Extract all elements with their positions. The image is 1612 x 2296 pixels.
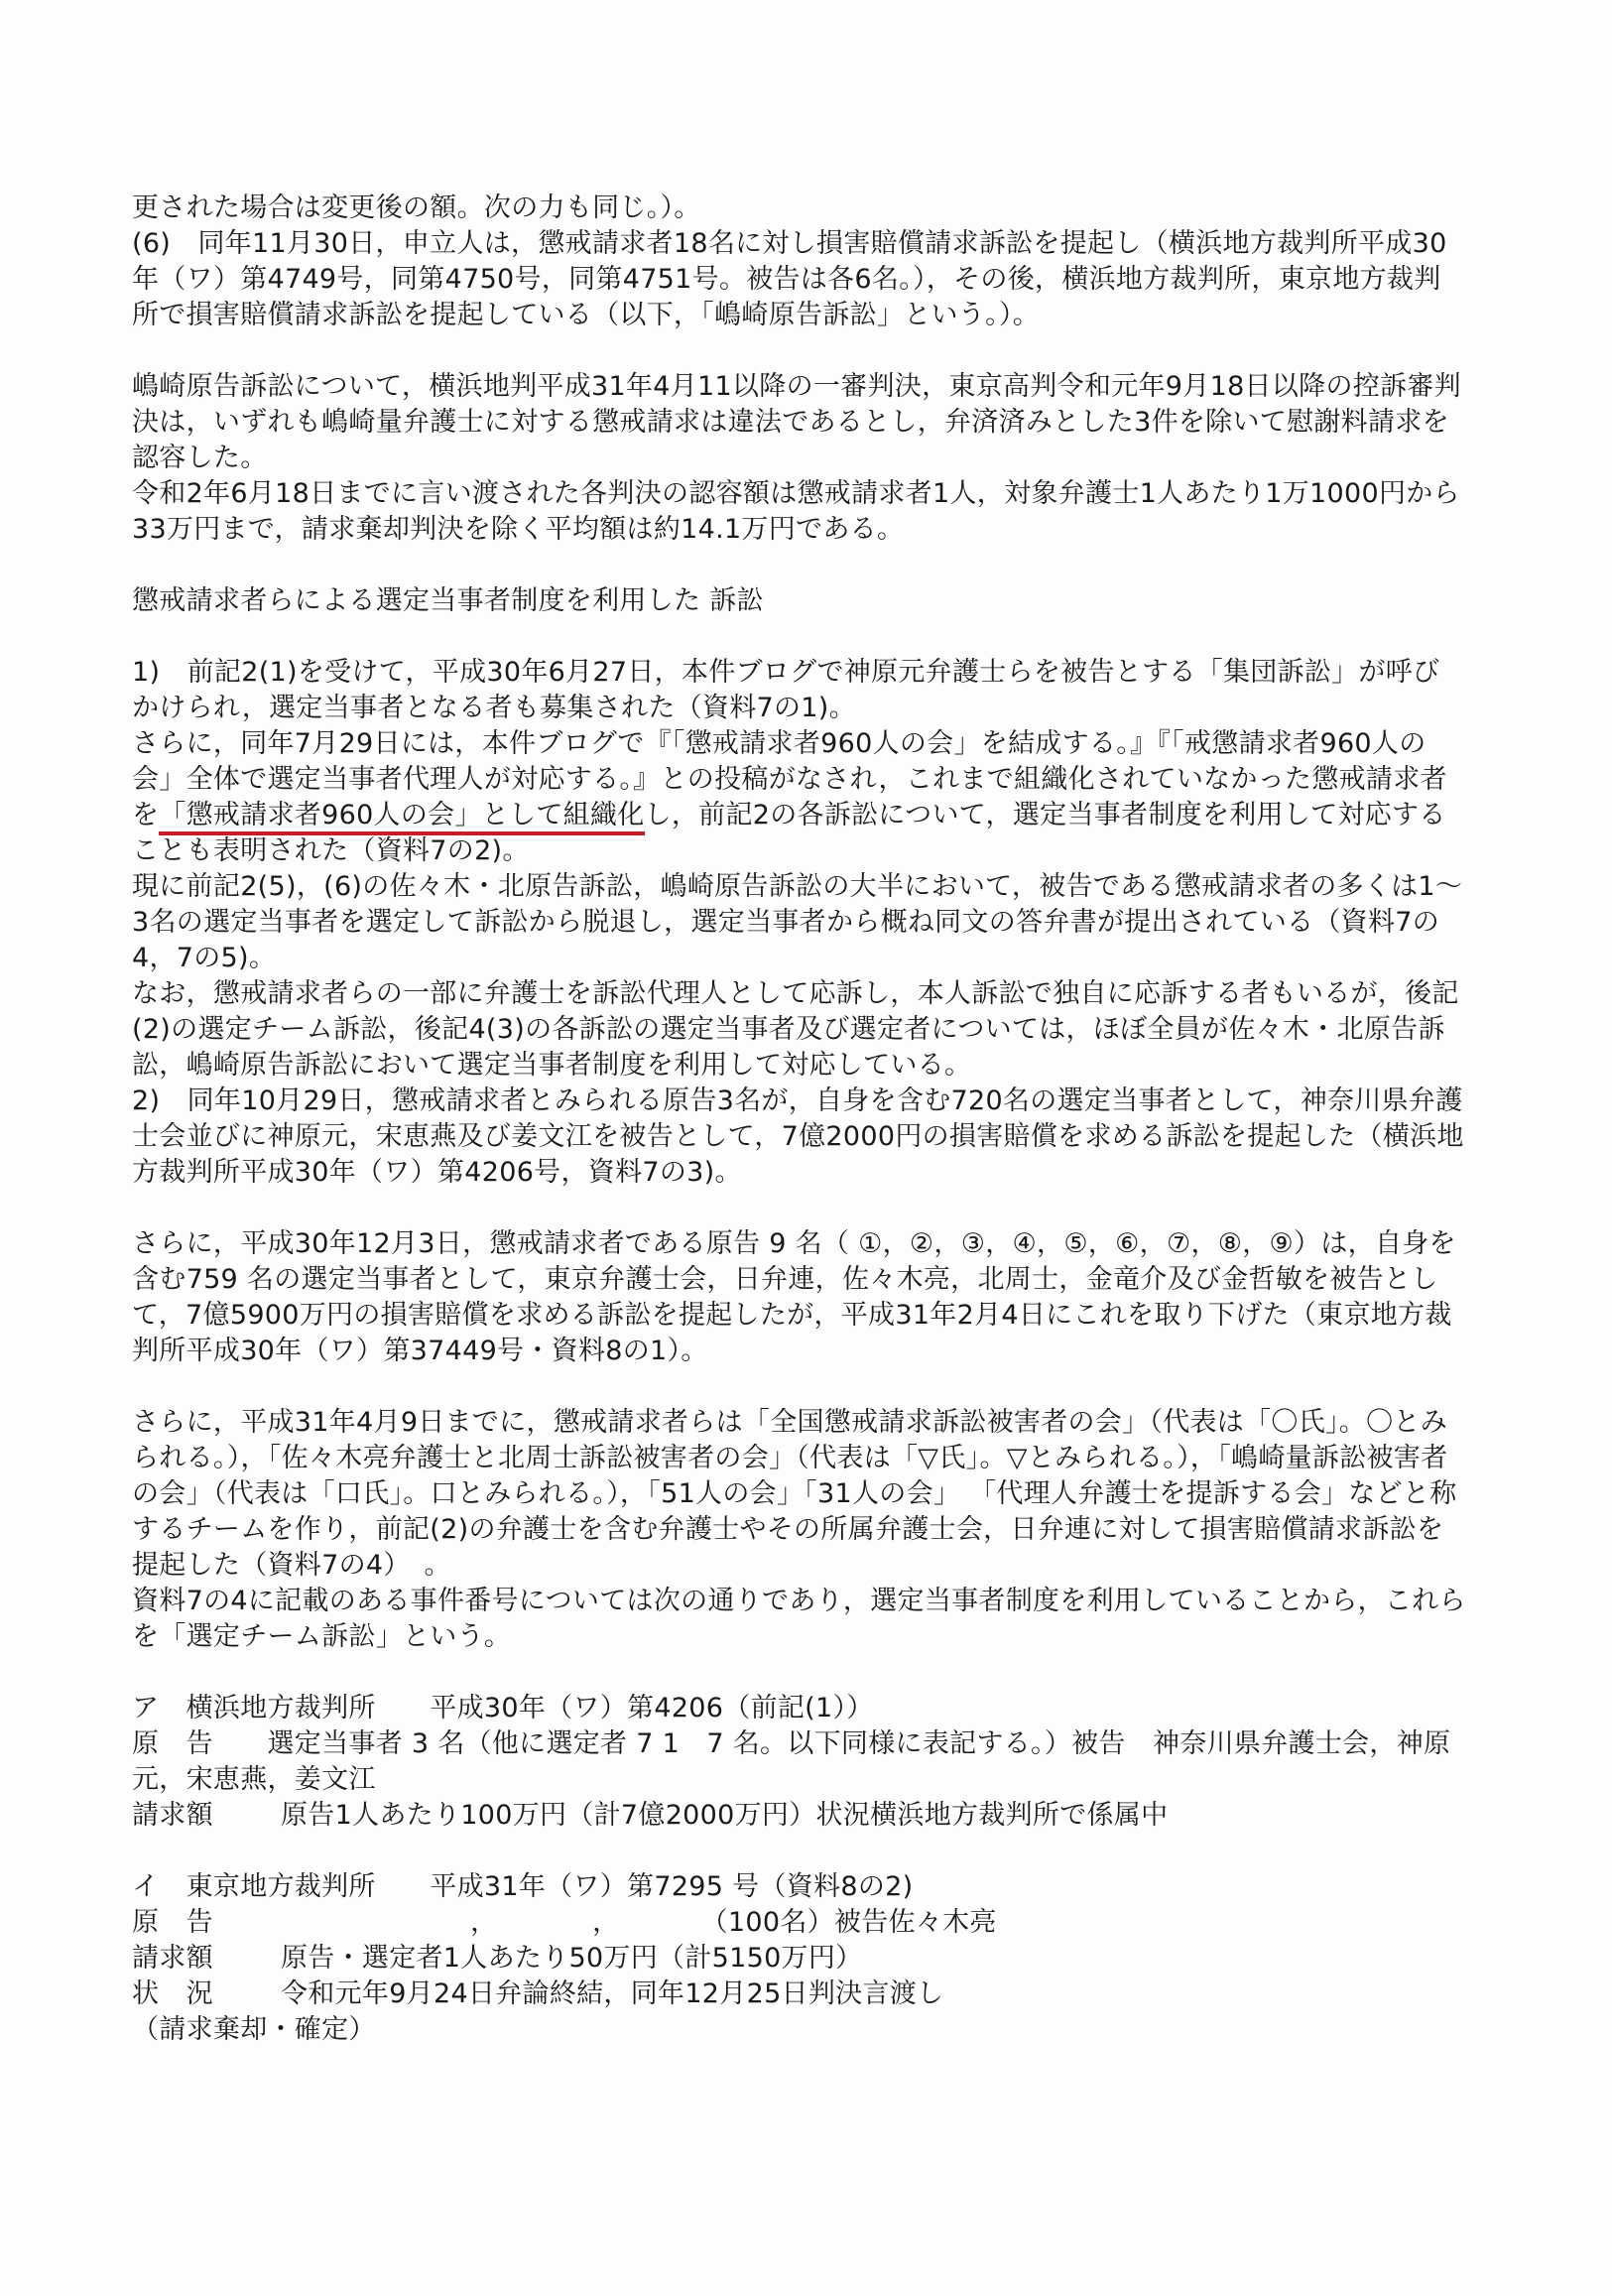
spacer — [132, 1369, 1466, 1405]
item-1-paragraph-4: なお，懲戒請求者らの一部に弁護士を訴訟代理人として応訴し，本人訴訟で独自に応訴する者もいるが，後記(2)の選定チーム訴訟，後記4(3)の各訴訟の選定当事者及び選定者については，ほぼ全員が佐々木・北原告訴訟，嶋崎原告訴訟において選定当事者制度を利用して対応している。 — [132, 978, 1459, 1081]
case-a-claim-row — [132, 1798, 1466, 1834]
case-b-plaintiff-value: ， ， （100名）被告佐々木亮 — [281, 1907, 997, 1938]
item-1-p2-pre: さらに，同年7月29日には，本件ブログで『「懲戒請求者960人の会」を結成する。』『「戒懲請求者960人の会」全体で選定当事者代理人が対応する。』との投稿がなされ，これまで組織化されていなかった懲戒請求者を — [132, 728, 1447, 830]
spacer — [132, 1191, 1466, 1226]
spacer — [132, 619, 1466, 655]
case-b-plaintiff-label: 原 告 — [132, 1907, 213, 1938]
intro-continued-line: 更された場合は変更後の額。次の力も同じ。）。 — [132, 192, 701, 223]
case-a-title: ア 横浜地方裁判所 平成30年（ワ）第4206（前記(1）） — [132, 1693, 874, 1723]
shimazaki-paragraph-2: 令和2年6月18日までに言い渡された各判決の認容額は懲戒請求者1人，対象弁護士1人あたり1万1000円から33万円まで，請求棄却判決を除く平均額は約14.1万円である。 — [132, 478, 1460, 545]
case-b-status-row — [132, 1977, 1466, 2012]
spacer — [132, 1834, 1466, 1869]
case-a-parties: 原 告 選定当事者 3 名（他に選定者 7 1 7 名。以下同様に表記する。）被告 神奈川県弁護士会，神原元，宋恵燕，姜文江 — [132, 1728, 1451, 1795]
case-a-claim-label: 請求額 — [132, 1800, 213, 1831]
item-2-paragraph-3: さらに，平成31年4月9日までに，懲戒請求者らは「全国懲戒請求訴訟被害者の会」（代表は「〇氏」。〇とみられる。），「佐々木亮弁護士と北周士訴訟被害者の会」（代表は「▽氏」。▽とみられる。），「嶋崎量訴訟被害者の会」（代表は「口氏」。口とみられる。），「51人の会」「31人の会」 「代理人弁護士を提訴する会」などと称するチームを作り，前記(2)の弁護士を含む弁護士やその所属弁護士会，日弁連に対して損害賠償請求訴訟を提起した（資料7の4） 。 — [132, 1407, 1457, 1581]
case-a-claim-value: 原告1人あたり100万円（計7億2000万円）状況横浜地方裁判所で係属中 — [281, 1800, 1169, 1831]
case-b-plaintiff-row — [132, 1905, 1466, 1941]
item-1-p2-post: し，前記2の各訴訟について，選定当事者制度を利用して対応することも表明された（資料7の2)。 — [132, 800, 1446, 866]
spacer — [132, 548, 1466, 583]
paragraph-6: (6) 同年11月30日，申立人は，懲戒請求者18名に対し損害賠償請求訴訟を提起し（横浜地方裁判所平成30年（ワ）第4749号，同第4750号，同第4751号。被告は各6名。），その後，横浜地方裁判所，東京地方裁判所で損害賠償請求訴訟を提起している（以下，「嶋崎原告訴訟」という。）。 — [132, 228, 1447, 330]
case-b-claim-value: 原告・選定者1人あたり50万円（計5150万円） — [281, 1943, 863, 1974]
spacer — [132, 1655, 1466, 1691]
item-2-paragraph-2: さらに，平成30年12月3日，懲戒請求者である原告 9 名（ ①，②，③，④，⑤，⑥，⑦，⑧，⑨）は，自身を含む759 名の選定当事者として，東京弁護士会，日弁連，佐々木亮，北周士，金竜介及び金哲敏を被告として，7億5900万円の損害賠償を求める訴訟を提起したが，平成31年2月4日にこれを取り下げた（東京地方裁判所平成30年（ワ）第37449号・資料8の1）。 — [132, 1228, 1456, 1366]
item-1-paragraph-1: 1) 前記2(1)を受けて，平成30年6月27日，本件ブログで神原元弁護士らを被告とする「集団訴訟」が呼びかけられ，選定当事者となる者も募集された（資料7の1)。 — [132, 657, 1440, 723]
item-1-paragraph-3: 現に前記2(5)，(6)の佐々木・北原告訴訟，嶋崎原告訴訟の大半において，被告である懲戒請求者の多くは1～3名の選定当事者を選定して訴訟から脱退し，選定当事者から概ね同文の答弁書が提出されている（資料7の4，7の5)。 — [132, 871, 1463, 973]
item-2-paragraph-1: 2) 同年10月29日，懲戒請求者とみられる原告3名が，自身を含む720名の選定当事者として，神奈川県弁護士会並びに神原元，宋恵燕及び姜文江を被告として，7億2000円の損害賠償を求める訴訟を提起した（横浜地方裁判所平成30年（ワ）第4206号，資料7の3)。 — [132, 1085, 1464, 1188]
case-b-title: イ 東京地方裁判所 平成31年（ワ）第7295 号（資料8の2) — [132, 1871, 914, 1902]
red-underlined-phrase: 「懲戒請求者960人の会」として組織化 — [159, 800, 644, 835]
case-b-claim-row — [132, 1941, 1466, 1977]
case-b-status-note: （請求棄却・確定） — [132, 2014, 376, 2045]
item-1-paragraph-2 — [132, 726, 1466, 869]
shimazaki-paragraph-1: 嶋崎原告訴訟について，横浜地判平成31年4月11以降の一審判決，東京高判令和元年9月18日以降の控訴審判決は，いずれも嶋崎量弁護士に対する懲戒請求は違法であるとし，弁済済みとした3件を除いて慰謝料請求を認容した。 — [132, 371, 1461, 473]
section-heading: 懲戒請求者らによる選定当事者制度を利用した 訴訟 — [132, 585, 764, 616]
item-2-paragraph-4: 資料7の4に記載のある事件番号については次の通りであり，選定当事者制度を利用していることから，これらを「選定チーム訴訟」という。 — [132, 1586, 1466, 1652]
case-b-status-label: 状 況 — [132, 1978, 213, 2009]
document-body — [132, 191, 1466, 2048]
spacer — [132, 333, 1466, 369]
case-b-claim-label: 請求額 — [132, 1943, 213, 1974]
case-b-status-value: 令和元年9月24日弁論終結，同年12月25日判決言渡し — [281, 1978, 944, 2009]
